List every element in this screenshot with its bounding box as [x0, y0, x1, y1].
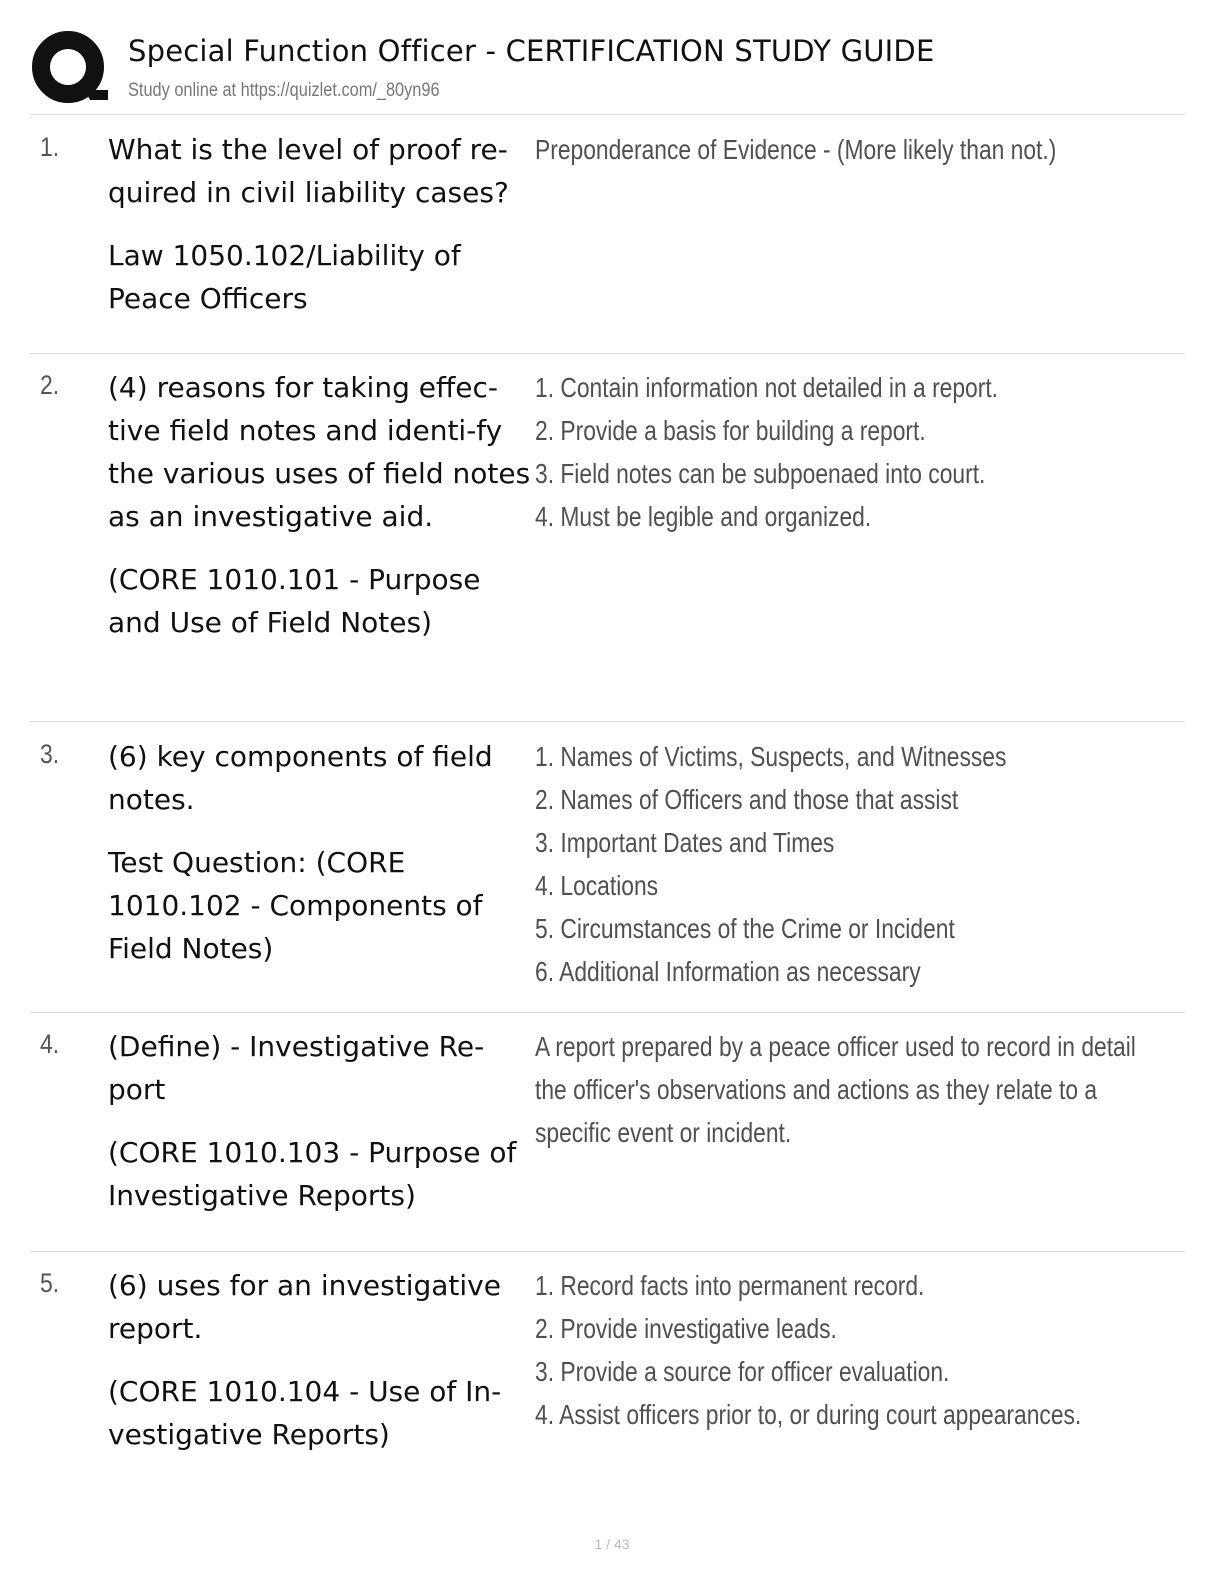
card-definition [535, 1264, 1171, 1436]
card-number: 2. [40, 370, 60, 400]
card-term [108, 1264, 538, 1456]
term-reference: (CORE 1010.104 - Use of In-vestigative Reports) [108, 1375, 502, 1451]
definition-line: 2. Provide a basis for building a report. [535, 415, 926, 446]
term-question: (Define) - Investigative Re-port [108, 1030, 485, 1106]
card-definition [535, 735, 1171, 993]
definition-line: A report prepared by a peace officer used to record in detail the officer's observations and actions as they relate to a specific event or incident. [535, 1031, 1136, 1148]
flashcard-row [30, 366, 1185, 722]
page-header [30, 30, 1185, 115]
flashcard-row [30, 128, 1185, 354]
definition-line: 6. Additional Information as necessary [535, 956, 921, 987]
term-question: (4) reasons for taking effec-tive field notes and identi-fy the various uses of field notes as an investigative aid. [108, 371, 531, 533]
term-reference: (CORE 1010.101 - Purpose and Use of Field Notes) [108, 563, 481, 639]
definition-line: 3. Important Dates and Times [535, 827, 835, 858]
definition-line: 1. Record facts into permanent record. [535, 1270, 925, 1301]
definition-line: 2. Names of Officers and those that assist [535, 784, 959, 815]
definition-line: 4. Must be legible and organized. [535, 501, 872, 532]
page-title: Special Function Officer - CERTIFICATION STUDY GUIDE [128, 34, 935, 68]
study-online-link[interactable]: Study online at https://quizlet.com/_80yn96 [128, 80, 440, 101]
card-number: 4. [40, 1029, 60, 1059]
definition-line: 1. Names of Victims, Suspects, and Witnesses [535, 741, 1007, 772]
term-reference: Test Question: (CORE 1010.102 - Components of Field Notes) [108, 846, 483, 965]
definition-line: Preponderance of Evidence - (More likely than not.) [535, 134, 1057, 165]
quizlet-q-logo-icon [30, 30, 108, 108]
card-definition [535, 128, 1171, 171]
flashcard-row [30, 1025, 1185, 1252]
card-number: 1. [40, 132, 60, 162]
definition-line: 1. Contain information not detailed in a report. [535, 372, 999, 403]
flashcard-row [30, 735, 1185, 1013]
card-definition [535, 366, 1171, 538]
page-indicator: 1 / 43 [594, 1536, 630, 1552]
card-definition [535, 1025, 1171, 1154]
flashcard-row [30, 1264, 1185, 1474]
definition-line: 3. Provide a source for officer evaluation. [535, 1356, 950, 1387]
definition-line: 4. Assist officers prior to, or during court appearances. [535, 1399, 1082, 1430]
definition-line: 2. Provide investigative leads. [535, 1313, 837, 1344]
definition-line: 3. Field notes can be subpoenaed into court. [535, 458, 986, 489]
term-question: (6) key components of field notes. [108, 740, 493, 816]
term-reference: (CORE 1010.103 - Purpose of Investigative Reports) [108, 1136, 517, 1212]
card-term [108, 735, 538, 970]
card-term [108, 1025, 538, 1217]
card-term [108, 366, 538, 644]
term-question: (6) uses for an investigative report. [108, 1269, 501, 1345]
term-question: What is the level of proof re-quired in civil liability cases? [108, 133, 509, 209]
term-reference: Law 1050.102/Liability of Peace Officers [108, 239, 461, 315]
definition-line: 5. Circumstances of the Crime or Incident [535, 913, 955, 944]
card-number: 5. [40, 1268, 60, 1298]
card-term [108, 128, 538, 320]
definition-line: 4. Locations [535, 870, 659, 901]
card-number: 3. [40, 739, 60, 769]
